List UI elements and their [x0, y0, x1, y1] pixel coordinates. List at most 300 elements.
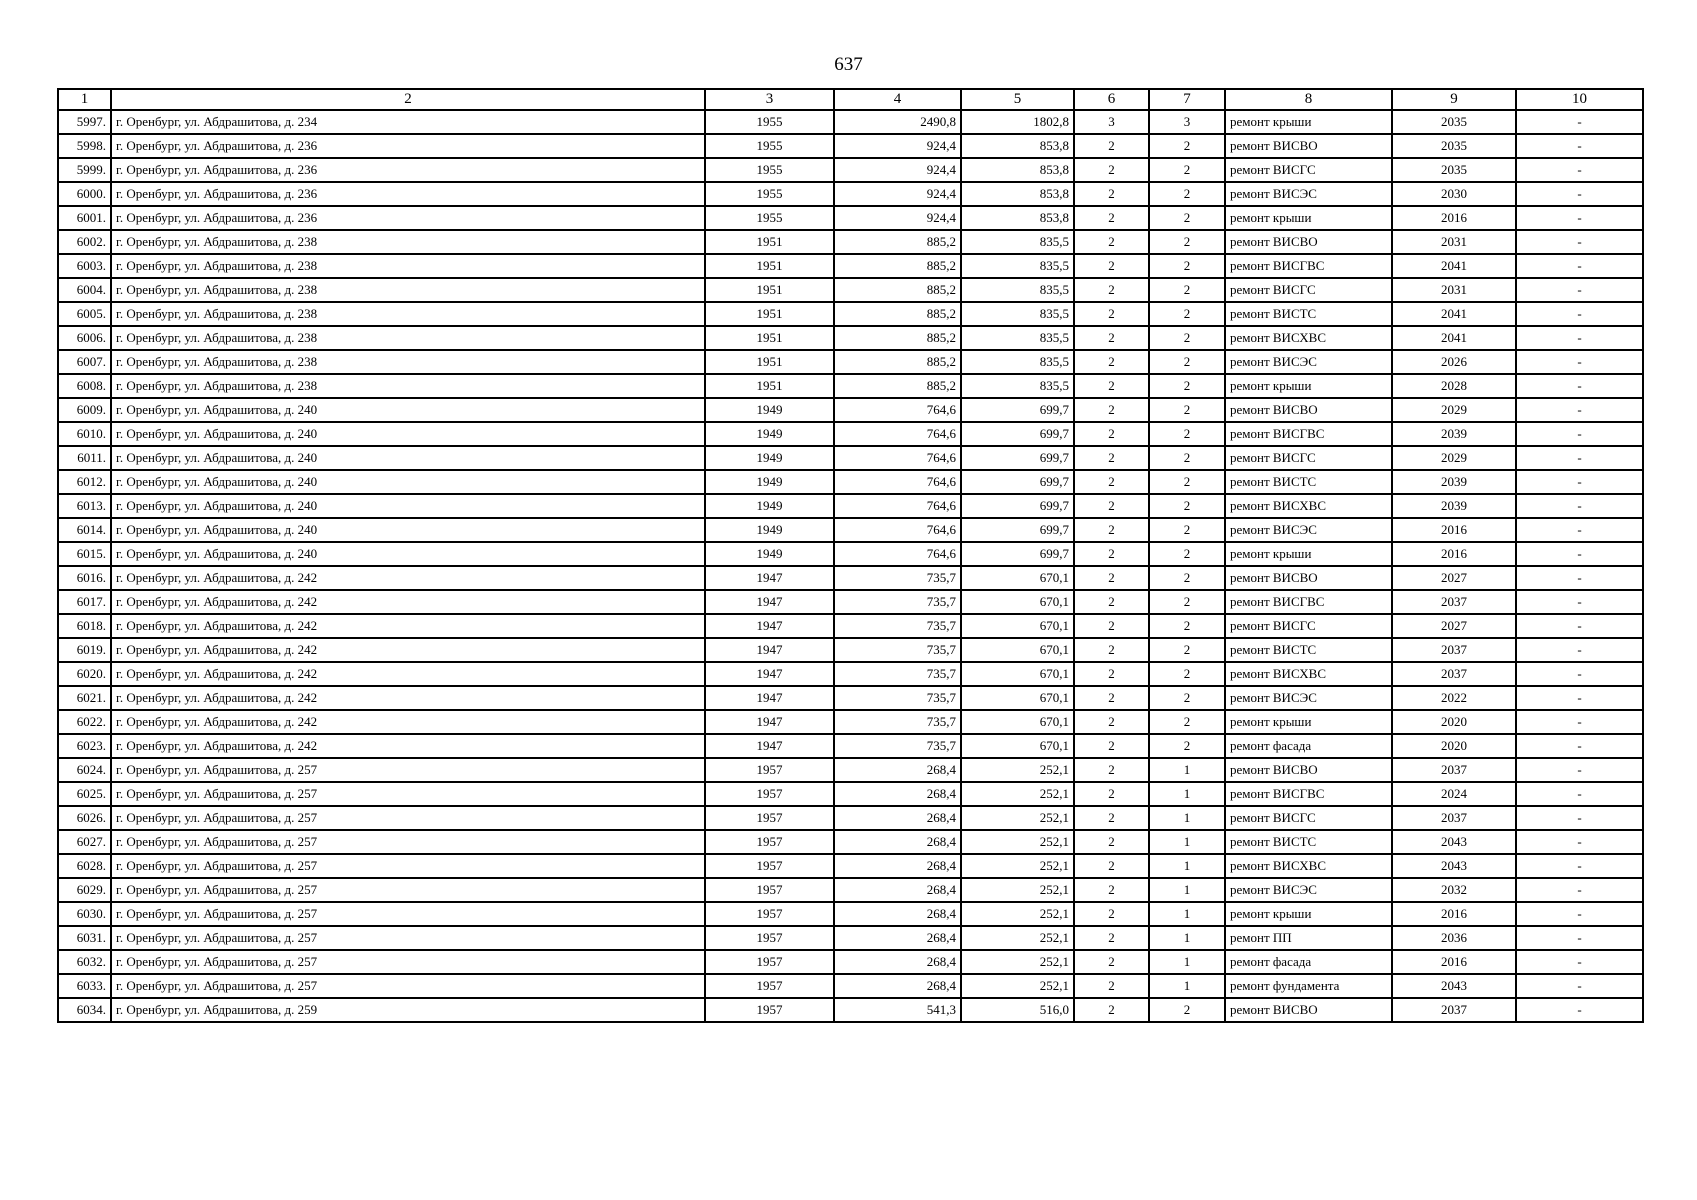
header-row [58, 89, 1643, 110]
entrances-cell: 2 [1149, 134, 1225, 158]
entrances-cell: 2 [1149, 350, 1225, 374]
living-area-cell: 835,5 [961, 374, 1074, 398]
living-area-cell: 252,1 [961, 854, 1074, 878]
floors-cell: 2 [1074, 758, 1149, 782]
row-number-cell: 6015. [58, 542, 111, 566]
row-number-cell: 6005. [58, 302, 111, 326]
total-area-cell: 764,6 [834, 422, 961, 446]
table-row [58, 446, 1643, 470]
planned-year-cell: 2029 [1392, 398, 1516, 422]
entrances-cell: 1 [1149, 806, 1225, 830]
planned-year-cell: 2016 [1392, 518, 1516, 542]
entrances-cell: 1 [1149, 758, 1225, 782]
floors-cell: 2 [1074, 206, 1149, 230]
note-cell: - [1516, 878, 1643, 902]
table-row [58, 806, 1643, 830]
note-cell: - [1516, 446, 1643, 470]
note-cell: - [1516, 686, 1643, 710]
entrances-cell: 2 [1149, 494, 1225, 518]
living-area-cell: 670,1 [961, 662, 1074, 686]
planned-year-cell: 2030 [1392, 182, 1516, 206]
total-area-cell: 268,4 [834, 854, 961, 878]
year-built-cell: 1957 [705, 998, 834, 1022]
work-type-cell: ремонт ВИСГВС [1225, 254, 1392, 278]
floors-cell: 2 [1074, 182, 1149, 206]
year-built-cell: 1947 [705, 566, 834, 590]
total-area-cell: 924,4 [834, 182, 961, 206]
row-number-cell: 5997. [58, 110, 111, 134]
note-cell: - [1516, 470, 1643, 494]
row-number-cell: 6025. [58, 782, 111, 806]
total-area-cell: 885,2 [834, 326, 961, 350]
planned-year-cell: 2031 [1392, 230, 1516, 254]
planned-year-cell: 2041 [1392, 302, 1516, 326]
year-built-cell: 1949 [705, 494, 834, 518]
entrances-cell: 2 [1149, 686, 1225, 710]
year-built-cell: 1951 [705, 230, 834, 254]
table-row [58, 254, 1643, 278]
year-built-cell: 1951 [705, 350, 834, 374]
entrances-cell: 2 [1149, 638, 1225, 662]
address-cell: г. Оренбург, ул. Абдрашитова, д. 242 [111, 662, 705, 686]
total-area-cell: 764,6 [834, 518, 961, 542]
floors-cell: 2 [1074, 518, 1149, 542]
address-cell: г. Оренбург, ул. Абдрашитова, д. 238 [111, 350, 705, 374]
table-row [58, 686, 1643, 710]
year-built-cell: 1951 [705, 302, 834, 326]
planned-year-cell: 2020 [1392, 710, 1516, 734]
work-type-cell: ремонт ВИСХВС [1225, 494, 1392, 518]
living-area-cell: 699,7 [961, 422, 1074, 446]
note-cell: - [1516, 902, 1643, 926]
entrances-cell: 2 [1149, 734, 1225, 758]
table-row [58, 902, 1643, 926]
note-cell: - [1516, 110, 1643, 134]
address-cell: г. Оренбург, ул. Абдрашитова, д. 257 [111, 758, 705, 782]
work-type-cell: ремонт ВИСВО [1225, 758, 1392, 782]
living-area-cell: 853,8 [961, 182, 1074, 206]
address-cell: г. Оренбург, ул. Абдрашитова, д. 240 [111, 446, 705, 470]
living-area-cell: 670,1 [961, 638, 1074, 662]
total-area-cell: 268,4 [834, 926, 961, 950]
table-row [58, 134, 1643, 158]
floors-cell: 2 [1074, 878, 1149, 902]
work-type-cell: ремонт ВИСГВС [1225, 590, 1392, 614]
row-number-cell: 6009. [58, 398, 111, 422]
note-cell: - [1516, 494, 1643, 518]
address-cell: г. Оренбург, ул. Абдрашитова, д. 257 [111, 782, 705, 806]
work-type-cell: ремонт фасада [1225, 734, 1392, 758]
row-number-cell: 6032. [58, 950, 111, 974]
table-row [58, 590, 1643, 614]
address-cell: г. Оренбург, ул. Абдрашитова, д. 238 [111, 302, 705, 326]
entrances-cell: 2 [1149, 302, 1225, 326]
total-area-cell: 885,2 [834, 254, 961, 278]
floors-cell: 2 [1074, 710, 1149, 734]
floors-cell: 2 [1074, 806, 1149, 830]
row-number-cell: 6010. [58, 422, 111, 446]
address-cell: г. Оренбург, ул. Абдрашитова, д. 236 [111, 206, 705, 230]
living-area-cell: 699,7 [961, 398, 1074, 422]
row-number-cell: 6007. [58, 350, 111, 374]
address-cell: г. Оренбург, ул. Абдрашитова, д. 242 [111, 686, 705, 710]
note-cell: - [1516, 710, 1643, 734]
planned-year-cell: 2028 [1392, 374, 1516, 398]
total-area-cell: 735,7 [834, 662, 961, 686]
total-area-cell: 268,4 [834, 806, 961, 830]
table-row [58, 758, 1643, 782]
address-cell: г. Оренбург, ул. Абдрашитова, д. 257 [111, 806, 705, 830]
entrances-cell: 1 [1149, 854, 1225, 878]
entrances-cell: 2 [1149, 326, 1225, 350]
floors-cell: 3 [1074, 110, 1149, 134]
table-row [58, 950, 1643, 974]
table-row [58, 326, 1643, 350]
work-type-cell: ремонт крыши [1225, 374, 1392, 398]
table-row [58, 998, 1643, 1022]
table-row [58, 878, 1643, 902]
table-row [58, 854, 1643, 878]
year-built-cell: 1949 [705, 518, 834, 542]
row-number-cell: 6023. [58, 734, 111, 758]
living-area-cell: 252,1 [961, 902, 1074, 926]
note-cell: - [1516, 566, 1643, 590]
year-built-cell: 1957 [705, 854, 834, 878]
planned-year-cell: 2029 [1392, 446, 1516, 470]
row-number-cell: 6027. [58, 830, 111, 854]
note-cell: - [1516, 134, 1643, 158]
address-cell: г. Оренбург, ул. Абдрашитова, д. 257 [111, 902, 705, 926]
living-area-cell: 670,1 [961, 566, 1074, 590]
planned-year-cell: 2039 [1392, 470, 1516, 494]
note-cell: - [1516, 830, 1643, 854]
total-area-cell: 541,3 [834, 998, 961, 1022]
living-area-cell: 1802,8 [961, 110, 1074, 134]
work-type-cell: ремонт ВИСЭС [1225, 182, 1392, 206]
floors-cell: 2 [1074, 134, 1149, 158]
row-number-cell: 6004. [58, 278, 111, 302]
work-type-cell: ремонт ВИСЭС [1225, 878, 1392, 902]
address-cell: г. Оренбург, ул. Абдрашитова, д. 238 [111, 254, 705, 278]
work-type-cell: ремонт ВИСХВС [1225, 854, 1392, 878]
floors-cell: 2 [1074, 422, 1149, 446]
table-row [58, 830, 1643, 854]
total-area-cell: 764,6 [834, 446, 961, 470]
note-cell: - [1516, 998, 1643, 1022]
planned-year-cell: 2035 [1392, 158, 1516, 182]
table-row [58, 542, 1643, 566]
note-cell: - [1516, 302, 1643, 326]
entrances-cell: 1 [1149, 926, 1225, 950]
row-number-cell: 6013. [58, 494, 111, 518]
planned-year-cell: 2037 [1392, 998, 1516, 1022]
work-type-cell: ремонт крыши [1225, 542, 1392, 566]
total-area-cell: 735,7 [834, 710, 961, 734]
total-area-cell: 885,2 [834, 302, 961, 326]
work-type-cell: ремонт крыши [1225, 902, 1392, 926]
living-area-cell: 670,1 [961, 710, 1074, 734]
work-type-cell: ремонт ВИСХВС [1225, 326, 1392, 350]
row-number-cell: 6017. [58, 590, 111, 614]
note-cell: - [1516, 422, 1643, 446]
planned-year-cell: 2037 [1392, 758, 1516, 782]
total-area-cell: 735,7 [834, 614, 961, 638]
total-area-cell: 735,7 [834, 566, 961, 590]
row-number-cell: 6026. [58, 806, 111, 830]
living-area-cell: 252,1 [961, 830, 1074, 854]
work-type-cell: ремонт ВИСЭС [1225, 350, 1392, 374]
work-type-cell: ремонт ВИСХВС [1225, 662, 1392, 686]
work-type-cell: ремонт ВИСТС [1225, 470, 1392, 494]
planned-year-cell: 2031 [1392, 278, 1516, 302]
address-cell: г. Оренбург, ул. Абдрашитова, д. 240 [111, 470, 705, 494]
floors-cell: 2 [1074, 974, 1149, 998]
address-cell: г. Оренбург, ул. Абдрашитова, д. 240 [111, 422, 705, 446]
row-number-cell: 6012. [58, 470, 111, 494]
work-type-cell: ремонт ВИСГС [1225, 158, 1392, 182]
living-area-cell: 670,1 [961, 614, 1074, 638]
table-row [58, 734, 1643, 758]
row-number-cell: 6022. [58, 710, 111, 734]
row-number-cell: 6006. [58, 326, 111, 350]
living-area-cell: 853,8 [961, 206, 1074, 230]
planned-year-cell: 2024 [1392, 782, 1516, 806]
year-built-cell: 1947 [705, 686, 834, 710]
row-number-cell: 6033. [58, 974, 111, 998]
planned-year-cell: 2020 [1392, 734, 1516, 758]
note-cell: - [1516, 758, 1643, 782]
address-cell: г. Оренбург, ул. Абдрашитова, д. 242 [111, 710, 705, 734]
planned-year-cell: 2022 [1392, 686, 1516, 710]
address-cell: г. Оренбург, ул. Абдрашитова, д. 242 [111, 566, 705, 590]
planned-year-cell: 2036 [1392, 926, 1516, 950]
living-area-cell: 835,5 [961, 254, 1074, 278]
entrances-cell: 1 [1149, 830, 1225, 854]
work-type-cell: ремонт ВИСВО [1225, 998, 1392, 1022]
planned-year-cell: 2032 [1392, 878, 1516, 902]
row-number-cell: 5998. [58, 134, 111, 158]
address-cell: г. Оренбург, ул. Абдрашитова, д. 238 [111, 230, 705, 254]
note-cell: - [1516, 638, 1643, 662]
living-area-cell: 252,1 [961, 950, 1074, 974]
total-area-cell: 735,7 [834, 590, 961, 614]
column-header: 3 [705, 89, 834, 110]
table-row [58, 398, 1643, 422]
planned-year-cell: 2037 [1392, 638, 1516, 662]
total-area-cell: 885,2 [834, 374, 961, 398]
table-row [58, 278, 1643, 302]
living-area-cell: 835,5 [961, 302, 1074, 326]
planned-year-cell: 2037 [1392, 590, 1516, 614]
total-area-cell: 735,7 [834, 734, 961, 758]
table-row [58, 206, 1643, 230]
living-area-cell: 835,5 [961, 230, 1074, 254]
column-header: 5 [961, 89, 1074, 110]
address-cell: г. Оренбург, ул. Абдрашитова, д. 242 [111, 614, 705, 638]
total-area-cell: 268,4 [834, 878, 961, 902]
address-cell: г. Оренбург, ул. Абдрашитова, д. 242 [111, 638, 705, 662]
living-area-cell: 670,1 [961, 590, 1074, 614]
address-cell: г. Оренбург, ул. Абдрашитова, д. 236 [111, 182, 705, 206]
address-cell: г. Оренбург, ул. Абдрашитова, д. 242 [111, 734, 705, 758]
row-number-cell: 6003. [58, 254, 111, 278]
entrances-cell: 2 [1149, 398, 1225, 422]
floors-cell: 2 [1074, 830, 1149, 854]
row-number-cell: 6001. [58, 206, 111, 230]
work-type-cell: ремонт ВИСВО [1225, 230, 1392, 254]
column-header: 1 [58, 89, 111, 110]
total-area-cell: 885,2 [834, 278, 961, 302]
column-header: 9 [1392, 89, 1516, 110]
total-area-cell: 735,7 [834, 638, 961, 662]
note-cell: - [1516, 206, 1643, 230]
living-area-cell: 670,1 [961, 686, 1074, 710]
floors-cell: 2 [1074, 998, 1149, 1022]
address-cell: г. Оренбург, ул. Абдрашитова, д. 257 [111, 974, 705, 998]
table-row [58, 470, 1643, 494]
note-cell: - [1516, 278, 1643, 302]
row-number-cell: 6014. [58, 518, 111, 542]
note-cell: - [1516, 662, 1643, 686]
total-area-cell: 268,4 [834, 902, 961, 926]
work-type-cell: ремонт ВИСВО [1225, 134, 1392, 158]
note-cell: - [1516, 614, 1643, 638]
floors-cell: 2 [1074, 854, 1149, 878]
living-area-cell: 252,1 [961, 926, 1074, 950]
year-built-cell: 1951 [705, 254, 834, 278]
total-area-cell: 268,4 [834, 782, 961, 806]
entrances-cell: 2 [1149, 278, 1225, 302]
entrances-cell: 2 [1149, 206, 1225, 230]
table-row [58, 158, 1643, 182]
table-row [58, 230, 1643, 254]
year-built-cell: 1947 [705, 734, 834, 758]
entrances-cell: 1 [1149, 950, 1225, 974]
note-cell: - [1516, 374, 1643, 398]
table-row [58, 638, 1643, 662]
note-cell: - [1516, 398, 1643, 422]
row-number-cell: 6029. [58, 878, 111, 902]
table-row [58, 422, 1643, 446]
floors-cell: 2 [1074, 926, 1149, 950]
planned-year-cell: 2043 [1392, 974, 1516, 998]
year-built-cell: 1955 [705, 158, 834, 182]
planned-year-cell: 2035 [1392, 134, 1516, 158]
year-built-cell: 1951 [705, 374, 834, 398]
row-number-cell: 5999. [58, 158, 111, 182]
living-area-cell: 835,5 [961, 350, 1074, 374]
planned-year-cell: 2039 [1392, 494, 1516, 518]
note-cell: - [1516, 806, 1643, 830]
total-area-cell: 764,6 [834, 470, 961, 494]
living-area-cell: 252,1 [961, 974, 1074, 998]
address-cell: г. Оренбург, ул. Абдрашитова, д. 257 [111, 950, 705, 974]
total-area-cell: 268,4 [834, 758, 961, 782]
table-row [58, 926, 1643, 950]
work-type-cell: ремонт ВИСВО [1225, 398, 1392, 422]
work-type-cell: ремонт ВИСТС [1225, 830, 1392, 854]
table-row [58, 974, 1643, 998]
year-built-cell: 1957 [705, 758, 834, 782]
floors-cell: 2 [1074, 350, 1149, 374]
total-area-cell: 924,4 [834, 134, 961, 158]
address-cell: г. Оренбург, ул. Абдрашитова, д. 240 [111, 494, 705, 518]
floors-cell: 2 [1074, 326, 1149, 350]
planned-year-cell: 2026 [1392, 350, 1516, 374]
entrances-cell: 1 [1149, 902, 1225, 926]
address-cell: г. Оренбург, ул. Абдрашитова, д. 234 [111, 110, 705, 134]
planned-year-cell: 2027 [1392, 614, 1516, 638]
total-area-cell: 885,2 [834, 350, 961, 374]
entrances-cell: 2 [1149, 182, 1225, 206]
row-number-cell: 6021. [58, 686, 111, 710]
year-built-cell: 1957 [705, 878, 834, 902]
year-built-cell: 1947 [705, 614, 834, 638]
note-cell: - [1516, 974, 1643, 998]
column-header: 8 [1225, 89, 1392, 110]
work-type-cell: ремонт крыши [1225, 710, 1392, 734]
work-type-cell: ремонт ВИСТС [1225, 302, 1392, 326]
note-cell: - [1516, 158, 1643, 182]
page-number: 637 [834, 54, 863, 75]
year-built-cell: 1955 [705, 110, 834, 134]
floors-cell: 2 [1074, 782, 1149, 806]
floors-cell: 2 [1074, 158, 1149, 182]
entrances-cell: 2 [1149, 230, 1225, 254]
entrances-cell: 2 [1149, 542, 1225, 566]
total-area-cell: 764,6 [834, 542, 961, 566]
planned-year-cell: 2041 [1392, 326, 1516, 350]
living-area-cell: 516,0 [961, 998, 1074, 1022]
note-cell: - [1516, 182, 1643, 206]
total-area-cell: 268,4 [834, 830, 961, 854]
row-number-cell: 6011. [58, 446, 111, 470]
year-built-cell: 1949 [705, 398, 834, 422]
entrances-cell: 1 [1149, 878, 1225, 902]
row-number-cell: 6002. [58, 230, 111, 254]
year-built-cell: 1957 [705, 782, 834, 806]
column-header: 4 [834, 89, 961, 110]
living-area-cell: 699,7 [961, 470, 1074, 494]
address-cell: г. Оренбург, ул. Абдрашитова, д. 259 [111, 998, 705, 1022]
floors-cell: 2 [1074, 902, 1149, 926]
entrances-cell: 1 [1149, 974, 1225, 998]
table-row [58, 566, 1643, 590]
year-built-cell: 1957 [705, 974, 834, 998]
work-type-cell: ремонт ВИСГВС [1225, 782, 1392, 806]
living-area-cell: 252,1 [961, 782, 1074, 806]
planned-year-cell: 2039 [1392, 422, 1516, 446]
work-type-cell: ремонт ПП [1225, 926, 1392, 950]
year-built-cell: 1949 [705, 542, 834, 566]
table-row [58, 302, 1643, 326]
year-built-cell: 1947 [705, 638, 834, 662]
planned-year-cell: 2041 [1392, 254, 1516, 278]
living-area-cell: 670,1 [961, 734, 1074, 758]
note-cell: - [1516, 854, 1643, 878]
address-cell: г. Оренбург, ул. Абдрашитова, д. 240 [111, 542, 705, 566]
address-cell: г. Оренбург, ул. Абдрашитова, д. 238 [111, 326, 705, 350]
living-area-cell: 835,5 [961, 326, 1074, 350]
entrances-cell: 2 [1149, 662, 1225, 686]
planned-year-cell: 2037 [1392, 662, 1516, 686]
work-type-cell: ремонт крыши [1225, 206, 1392, 230]
year-built-cell: 1949 [705, 470, 834, 494]
total-area-cell: 924,4 [834, 158, 961, 182]
year-built-cell: 1947 [705, 590, 834, 614]
table-row [58, 662, 1643, 686]
address-cell: г. Оренбург, ул. Абдрашитова, д. 236 [111, 158, 705, 182]
